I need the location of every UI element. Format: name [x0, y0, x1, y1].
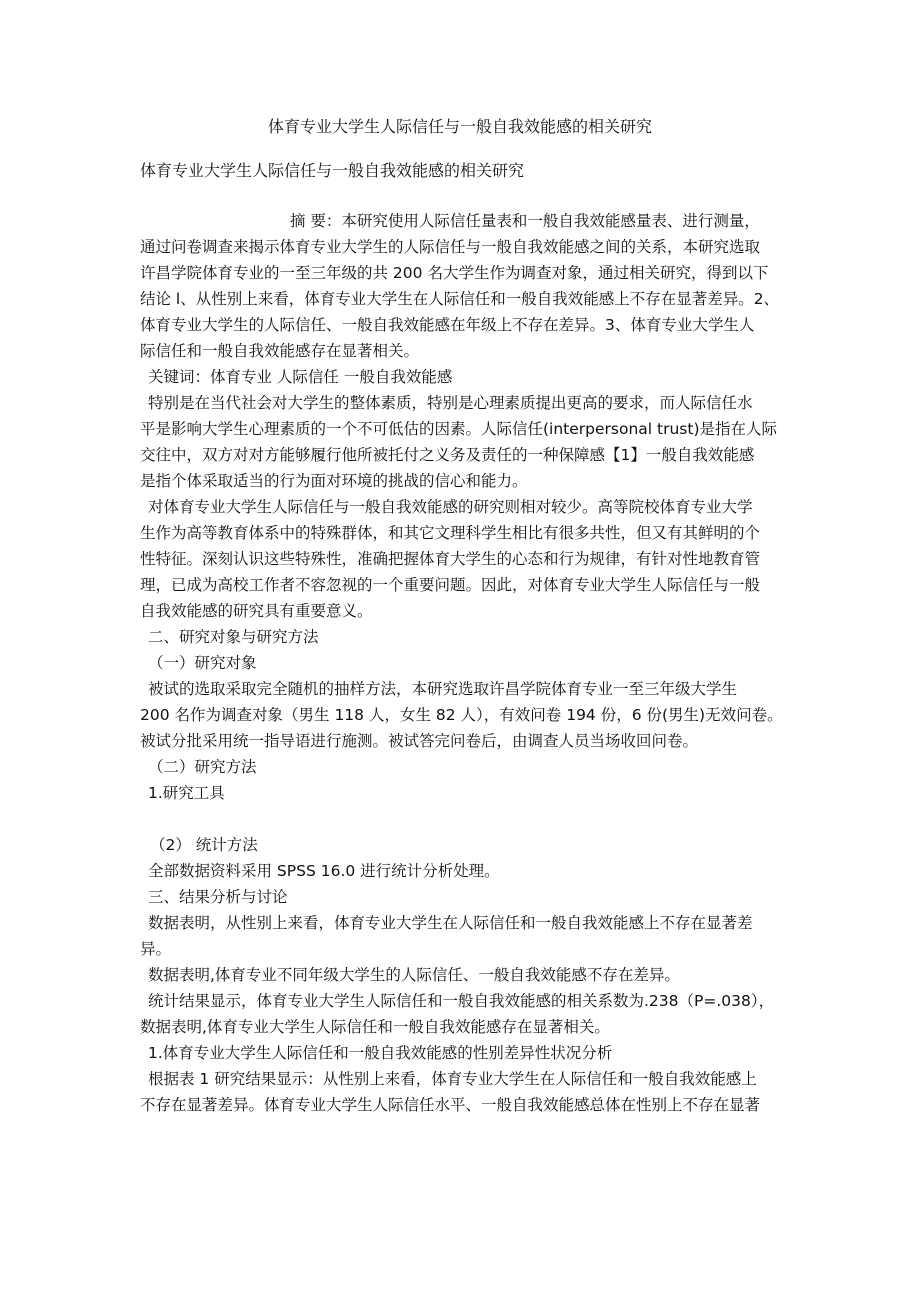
paragraph-line: 数据表明，从性别上来看，体育专业大学生在人际信任和一般自我效能感上不存在显著差	[148, 914, 753, 932]
paragraph-line: 被试分批采用统一指导语进行施测。被试答完问卷后，由调查人员当场收回问卷。	[140, 732, 699, 750]
paragraph-line: 理，已成为高校工作者不容忽视的一个重要问题。因此，对体育专业大学生人际信任与一般	[140, 576, 761, 594]
subsection-heading: （一）研究对象	[148, 654, 257, 672]
item-heading: 1.研究工具	[148, 784, 225, 802]
paragraph-line: 异。	[140, 940, 172, 958]
abstract-line: 体育专业大学生的人际信任、一般自我效能感在年级上不存在差异。3、体育专业大学生人	[140, 316, 755, 334]
page-title: 体育专业大学生人际信任与一般自我效能感的相关研究	[267, 117, 652, 136]
paragraph-line: 全部数据资料采用 SPSS 16.0 进行统计分析处理。	[148, 862, 500, 880]
section-heading: 二、研究对象与研究方法	[148, 628, 319, 646]
paragraph-line: 是指个体采取适当的行为面对环境的挑战的信心和能力。	[140, 472, 528, 490]
item-heading: （2） 统计方法	[150, 836, 258, 854]
paragraph-line: 平是影响大学生心理素质的一个不可低估的因素。人际信任(interpersonal trust)是指在人际	[140, 420, 778, 438]
paragraph-line: 被试的选取采取完全随机的抽样方法，本研究选取许昌学院体育专业一至三年级大学生	[148, 680, 738, 698]
paragraph-line: 生作为高等教育体系中的特殊群体，和其它文理科学生相比有很多共性，但又有其鲜明的个	[140, 524, 761, 542]
document-body	[140, 208, 800, 1118]
abstract-line: 结论 l、从性别上来看，体育专业大学生在人际信任和一般自我效能感上不存在显著差异。2、	[140, 290, 780, 308]
paragraph-line: 200 名作为调查对象（男生 118 人，女生 82 人），有效问卷 194 份，6 份(男生)无效问卷。	[140, 706, 783, 724]
paragraph-line: 对体育专业大学生人际信任与一般自我效能感的研究则相对较少。高等院校体育专业大学	[148, 498, 753, 516]
item-heading: 1.体育专业大学生人际信任和一般自我效能感的性别差异性状况分析	[148, 1044, 613, 1062]
paragraph-line: 自我效能感的研究具有重要意义。	[140, 602, 373, 620]
abstract-line: 通过问卷调查来揭示体育专业大学生的人际信任与一般自我效能感之间的关系，本研究选取	[140, 238, 761, 256]
paragraph-line: 数据表明,体育专业不同年级大学生的人际信任、一般自我效能感不存在差异。	[148, 966, 680, 984]
paragraph-line: 性特征。深刻认识这些特殊性，准确把握体育大学生的心态和行为规律，有针对性地教育管	[140, 550, 761, 568]
document-subtitle: 体育专业大学生人际信任与一般自我效能感的相关研究	[140, 161, 525, 180]
abstract-line: 际信任和一般自我效能感存在显著相关。	[140, 342, 420, 360]
paragraph-line: 统计结果显示，体育专业大学生人际信任和一般自我效能感的相关系数为.238（P=.038），	[148, 992, 775, 1010]
paragraph-line: 交往中，双方对对方能够履行他所被托付之义务及责任的一种保障感【1】一般自我效能感	[140, 446, 755, 464]
keywords-line: 关键词：体育专业 人际信任 一般自我效能感	[148, 368, 453, 386]
paragraph-line: 特别是在当代社会对大学生的整体素质，特别是心理素质提出更高的要求，而人际信任水	[148, 394, 753, 412]
paragraph-line: 数据表明,体育专业大学生人际信任和一般自我效能感存在显著相关。	[140, 1018, 610, 1036]
abstract-line: 许昌学院体育专业的一至三年级的共 200 名大学生作为调查对象，通过相关研究，得到以下	[140, 264, 769, 282]
abstract-line: 摘 要：本研究使用人际信任量表和一般自我效能感量表、进行测量，	[290, 212, 760, 230]
blank-line	[140, 806, 800, 832]
section-heading: 三、结果分析与讨论	[148, 888, 288, 906]
paragraph-line: 不存在显著差异。体育专业大学生人际信任水平、一般自我效能感总体在性别上不存在显著	[140, 1096, 761, 1114]
paragraph-line: 根据表 1 研究结果显示：从性别上来看，体育专业大学生在人际信任和一般自我效能感上	[148, 1070, 757, 1088]
subsection-heading: （二）研究方法	[148, 758, 257, 776]
